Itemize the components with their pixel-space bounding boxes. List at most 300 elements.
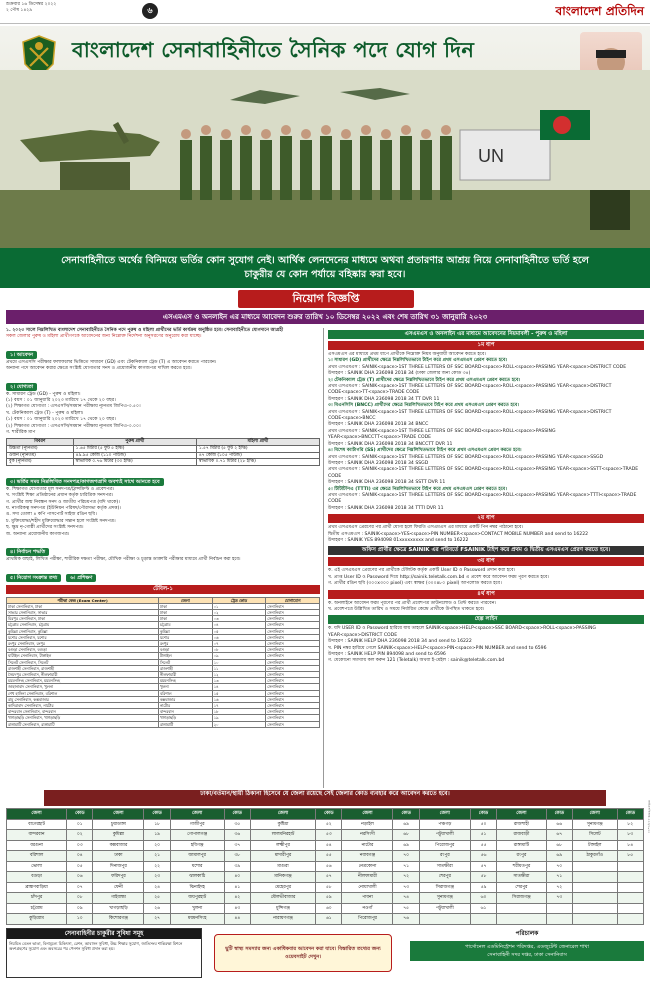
center-cell: চট্টগ্রাম [158,622,212,628]
district-cell: নবাবগঞ্জ [342,851,393,862]
district-cell: গোপালগঞ্জ [170,830,224,841]
hero-banner [0,26,650,288]
district-cell: ৩৫ [224,819,250,830]
center-cell: কক্সবাজার [158,696,212,702]
center-cell: মিরপুর সেনানিবাস, ঢাকা [7,616,159,622]
district-cell: ১৮ [144,819,170,830]
center-cell: ১৩ [212,678,266,684]
physical-header: বিবরণ [7,439,74,446]
center-cell: সেনানিবাস [266,609,320,615]
center-cell: ০৭ [212,640,266,646]
helpline-item: ক. যদি USER ID ও Password হারিয়ে যায় তাহলে SAINIK<space>HELP<space>SSC BOARD<space>ROLL<space>PASSING YEAR<space>DISTRICT CODE [328,626,596,638]
district-cell: মেহেরপুর [250,882,315,893]
district-cell: বরিশাল [7,851,67,862]
district-cell: ৫৭ [470,861,496,872]
sms-block-title: ২। টেকনিক্যাল ট্রেড (T) প্রার্থীদের ক্ষেত্রে নিম্নলিখিতভাবে টাইপ করে প্রথম এসএমএস প্রেরণ করতে হবে। [328,377,521,383]
district-header: কোড [316,809,342,820]
district-cell: ৬৯ [393,840,419,851]
sms-format-line: প্রথম এসএমএস : SAINIK<space>1ST THREE LETTERS OF SSC BOARD<space>ROLL<space>PASSING YEAR<space>DISTRICT CODE<space>TT<space>TRADE CODE [328,384,612,396]
center-cell: ০৮ [212,647,266,653]
sms-rules-header: এসএমএস ও অনলাইন এর মাধ্যমে আবেদনের নিয়মাবলী - পুরুষ ও মহিলা [328,330,644,339]
district-cell: ময়মনসিংহ [170,914,224,925]
physical-row [7,459,320,466]
district-cell: জয়পুরহাট [170,893,224,904]
center-cell: ০৯ [212,653,266,659]
center-cell: সেনানিবাস [266,696,320,702]
district-cell: ৮৪ [617,840,643,851]
helpline-item: গ. যেকোনো সমস্যায় কল করুন 121 (Teletalk) অথবা ই-মেইল : sainik@teletalk.com.bd [328,658,505,664]
issuer-line-1: পার্সোনেল এডমিনিস্ট্রেশন পরিদপ্তর, এডজুটেন্ট জেনারেল শাখা [465,944,589,950]
physical-row [7,446,320,453]
intro-text: ১. ২০২৩ সালে নিম্নলিখিত বাংলাদেশ সেনাবাহিনীতে সৈনিক পদে পুরুষ ও মহিলা প্রার্থীদের ভর্তি কার্যক্রম অনুষ্ঠিত হবে। সেনাবাহিনীতে যোগদানে আগ্রহী [6,328,284,333]
qualification-item: (২) শিক্ষাগত যোগ্যতা : এসএসসি/সমমান পরীক্ষায় ন্যূনতম জিপিএ-৩.৫০। [6,404,141,410]
district-cell: ৭৩ [546,893,572,904]
district-cell: মুন্সিগঞ্জ [250,903,315,914]
center-cell: ০৪ [212,622,266,628]
district-cell: ৭৩ [393,882,419,893]
step4-item: খ. প্রবেশপত্রে উল্লিখিত তারিখ ও সময়ে নির্ধারিত কেন্দ্রে প্রার্থীকে উপস্থিত থাকতে হবে। [328,607,485,612]
district-cell [546,914,572,925]
center-cell: সেনানিবাস [266,709,320,715]
sms-format-line: উদাহরণ : SAINIK DHA 236098 2018 34 TTTI DVR 11 [328,505,444,511]
sms-format-line: প্রথম এসএমএস : SAINIK<space>1ST THREE LETTERS OF SSC BOARD<space>ROLL<space>PASSING YEAR<space>SSTT<space>TRADE CODE [328,467,639,479]
district-cell: ঝিনাইদহ [170,882,224,893]
district-cell: ৪০ [224,872,250,883]
center-cell: ১৭ [212,702,266,708]
warning-line-1: সেনাবাহিনীতে অর্থের বিনিময়ে ভর্তির কোন সুযোগ নেই। আর্থিক লেনদেনের মাধ্যমে অথবা প্রতারণার আশ্রয় নিয়ে সেনাবাহিনীতে ভর্তি হলে [61,255,589,266]
district-cell [572,882,617,893]
district-cell: ৫৪ [316,840,342,851]
district-cell: ০৬ [67,872,93,883]
district-cell: চাঁদপুর [7,893,67,904]
center-cell: নাটোর [158,702,212,708]
physical-cell: ৪৭ কেজি (১০৫ পাউন্ড) [196,452,319,459]
center-cell: সেনানিবাস [266,715,320,721]
step3-item: খ. প্রাপ্ত User ID ও Password দিয়ে http://sainik.teletalk.com.bd এ প্রবেশ করে আবেদন ফরম পূরণ করতে হবে। [328,574,550,580]
district-header: জেলা [7,809,67,820]
district-cell: বাগেরহাট [7,819,67,830]
center-cell: জাহানাবাদ সেনানিবাস, খুলনা [7,684,159,690]
ispr-code: আইএসপিআর-১২৩/২০২২ [647,800,651,834]
district-cell: মৌলভীবাজার [250,893,315,904]
center-cell: যশোর সেনানিবাস, যশোর [7,634,159,640]
center-cell: ১৯ [212,715,266,721]
district-cell: ৭২ [546,882,572,893]
district-cell: ৬৮ [546,840,572,851]
district-cell: ০১ [67,819,93,830]
district-cell: ০৭ [67,882,93,893]
district-cell: চট্টগ্রাম [7,903,67,914]
district-cell: ৭৪ [393,893,419,904]
center-cell: সেনানিবাস [266,702,320,708]
district-cell [546,903,572,914]
notice-title: নিয়োগ বিজ্ঞপ্তি [238,290,414,308]
district-cell: রাঙ্গামাটি [497,840,546,851]
district-cell: নীলফামারী [342,872,393,883]
district-cell: ২৬ [144,903,170,914]
district-row [7,819,644,830]
physical-cell: স্বাভাবিক ০.৭৬ মিটার (৩০ ইঞ্চি) [73,459,196,466]
center-cell: টাঙ্গাইল [158,653,212,659]
soldiers-scene-image [0,70,650,248]
sms-format-line: প্রথম এসএমএস : SAINIK<space>1ST THREE LETTERS OF SSC BOARD<space>ROLL<space>PASSING YEAR<space>DISTRICT CODE [328,364,627,370]
district-cell: ৮২ [617,819,643,830]
center-cell: সেনানিবাস [266,634,320,640]
district-cell: ঝালকাঠি [170,872,224,883]
district-cell: কক্সবাজার [93,840,144,851]
center-row [7,702,320,708]
document-item: ঙ. সদ্য তোলা ৪ কপি পাসপোর্ট সাইজ রঙিন ছবি। [6,512,97,518]
sms-format-line: উদাহরণ : SAINIK DHA 236098 2018 34 (ঢাকা জেলার জন্য কোড ৩৪) [328,371,471,377]
district-cell: ০৮ [67,893,93,904]
center-row [7,715,320,721]
application-text: প্রথমে এসএসসি পরীক্ষার ফলাফলের ভিত্তিতে সাধারণ (GD) এবং টেকনিক্যাল ট্রেড (T) এ আবেদন করতে পারবেন। [6,359,217,365]
district-cell: ৭১ [546,872,572,883]
district-cell: রংপুর [419,851,470,862]
footer-section [6,928,644,978]
district-cell: ৫৬ [316,861,342,872]
physical-cell: ওজন (ন্যূনতম) [7,452,74,459]
district-cell: শেরপুর [419,872,470,883]
district-cell: ৬৮ [393,830,419,841]
documents-list [6,487,320,538]
qualification-item: (১) বয়স : ০১ জানুয়ারি ২০২৩ তারিখে ১৭ থেকে ২০ বছর। [6,417,116,423]
center-cell: ১১ [212,665,266,671]
center-header: জেলা [158,597,212,603]
district-cell: ৭২ [393,872,419,883]
physical-cell: বুক (ন্যূনতম) [7,459,74,466]
helpline-item: খ. PIN নম্বর হারিয়ে গেলে SAINIK<space>HELP<space>PIN<space>PIN NUMBER and send to 6596 [328,645,547,651]
document-item: ছ. ক্ষুদ্র নৃ-গোষ্ঠী প্রার্থীদের সংশ্লিষ্ট সনদপত্র। [6,525,84,531]
svg-text:UN: UN [478,146,504,166]
district-cell: ফেনী [93,882,144,893]
district-cell: ৫৫ [316,851,342,862]
center-table-title: টেবিল-১ [6,585,320,594]
district-cell: জামালপুর [170,851,224,862]
issuer-box [410,928,644,978]
section-appointment: ৫। নিয়োগ সংক্রান্ত তথ্য [6,574,61,582]
center-cell: সেনানিবাস [266,647,320,653]
center-cell: সেনানিবাস [266,678,320,684]
center-cell: ১৬ [212,696,266,702]
step2-list [328,525,644,544]
district-cell: ২৭ [144,914,170,925]
step3-item: গ. প্রার্থীর রঙিন ছবি (৩০০x৩০০ pixel) এবং স্বাক্ষর (৩০০x৮০ pixel) আপলোড করতে হবে। [328,581,502,587]
center-cell: সেনানিবাস [266,616,320,622]
district-cell: নেত্রকোনা [342,861,393,872]
district-cell: ৫৯ [470,882,496,893]
center-cell: ০১ [212,603,266,609]
center-row [7,678,320,684]
issuer-line-2: সেনাবাহিনী সদর দপ্তর, ঢাকা সেনানিবাস [487,952,567,958]
district-cell: ১০ [67,914,93,925]
female-note-band: অফিস প্রার্থীর ক্ষেত্রে SAINIK এর পরিবর্তে FSAINIK টাইপ করে প্রথম ও দ্বিতীয় এসএমএস প্রেরণ করতে হবে। [328,546,644,555]
district-header: জেলা [342,809,393,820]
district-cell: ২৩ [144,872,170,883]
district-cell: ৪৪ [224,914,250,925]
sms-format-line: উদাহরণ : SAINIK DHA 236098 2018 34 BNCCTT DVR 11 [328,441,453,447]
district-cell: বগুড়া [7,872,67,883]
health-note: ছুটি স্বাস্থ্য সমস্যার জন্য একাধিকবার আবেদন করা যাবে। বিস্তারিত তথ্যের জন্য ওয়েবসাইট দেখুন। [214,934,392,972]
district-cell: ৫৩ [316,830,342,841]
district-table-title: ঢাকা/বর্তমান/স্থায়ী ঠিকানা হিসেবে যে জেলা রয়েছে সেই জেলার কোড ব্যবহার করে আবেদন করতে হবে। [44,790,606,806]
district-row [7,914,644,925]
district-cell: ৬১ [316,914,342,925]
district-cell: ৫১ [470,830,496,841]
recruitment-headline: বাংলাদেশ সেনাবাহিনীতে সৈনিক পদে যোগ দিন [72,38,475,62]
left-column [6,328,320,788]
qualification-item: খ. টেকনিক্যাল ট্রেড (T) - পুরুষ ও মহিলা। [6,410,84,416]
district-cell: ৫৬ [470,851,496,862]
district-cell: ঢাকা [93,851,144,862]
district-header: জেলা [170,809,224,820]
district-cell: ৭০ [546,861,572,872]
selection-text: প্রাথমিক বাছাই, লিখিত পরীক্ষা, শারীরিক দক্ষতা পরীক্ষা, মৌখিক পরীক্ষা ও চূড়ান্ত ডাক্তারি পরীক্ষার মাধ্যমে প্রার্থী নির্বাচন করা হবে। [6,557,241,563]
step3-item: ক. এই এসএমএস প্রেরণের পর প্রার্থীকে টেলিটক কর্তৃক একটি User ID ও Password প্রদান করা হবে। [328,568,516,574]
district-cell: রংপুর [497,851,546,862]
district-cell: ২১ [144,851,170,862]
district-cell [419,914,470,925]
center-cell: ঢাকা [158,609,212,615]
document-item: খ. সংশ্লিষ্ট শিক্ষা প্রতিষ্ঠানের প্রধান কর্তৃক চারিত্রিক সনদপত্র। [6,493,114,499]
warning-line-2: চাকুরীর যে কোন পর্যায়ে বহিষ্কার করা হবে। [244,269,406,280]
document-item: জ. অন্যান্য প্রয়োজনীয় কাগজপত্র। [6,531,70,537]
center-cell: খুলনা [158,684,212,690]
district-cell: যশোর [170,861,224,872]
center-cell: ১৫ [212,690,266,696]
district-header: জেলা [419,809,470,820]
center-cell: বগুড়া [158,647,212,653]
district-cell: ০৪ [67,851,93,862]
district-cell [572,903,617,914]
center-row [7,671,320,677]
section-documents: ৩। ভর্তির সময় নিম্নলিখিত সনদপত্র/কাগজপত্রাদি অবশ্যই সাথে আনতে হবে [6,478,164,486]
document-item: চ. মুক্তিযোদ্ধা/শহীদ মুক্তিযোদ্ধার সন্তান হলে সংশ্লিষ্ট সনদপত্র। [6,518,116,524]
center-cell: ঢাকা [158,616,212,622]
district-cell: ভোলা [7,861,67,872]
benefits-text: নিয়মিত বেতন ভাতা, বিনামূল্যে চিকিৎসা, রেশন, আবাসন সুবিধা, উচ্চ শিক্ষার সুযোগ, জাতিসংঘ শান্তিরক্ষা মিশনে অংশগ্রহণের সুযোগ এবং অবসরের পর পেনশন সুবিধা প্রদান করা হয়। [9,941,183,951]
district-cell: পটুয়াখালী [419,830,470,841]
center-cell: সেনানিবাস [266,684,320,690]
step4-band: ৪র্থ ধাপ [328,590,644,599]
district-row [7,882,644,893]
center-cell: ঢাকা সেনানিবাস, ঢাকা [7,603,159,609]
district-cell: রাজবাড়ী [497,830,546,841]
center-cell: ময়মনসিংহ [158,678,212,684]
center-cell: বরিশাল [158,690,212,696]
district-cell [572,872,617,883]
center-header: পরীক্ষা কেন্দ্র (Exam Center) [7,597,159,603]
district-cell: ঠাকুরগাঁও [572,851,617,862]
sms-blocks [328,358,644,512]
center-cell: ০২ [212,609,266,615]
center-cell: সেনানিবাস [266,622,320,628]
district-header: কোড [617,809,643,820]
physical-cell: ১.৬৫ মিটার (৫ ফুট ৫ ইঞ্চি) [73,446,196,453]
district-cell: ০৩ [67,840,93,851]
district-cell: পঞ্চগড় [419,819,470,830]
district-cell: শেরপুর [497,882,546,893]
sms-block-title: ৪। বিশেষ ক্যাটাগরি (SS) প্রার্থীদের ক্ষেত্রে নিম্নলিখিতভাবে টাইপ করে প্রথম এসএমএস প্রেরণ করতে হবে। [328,448,522,454]
center-cell: নীলফামারী [158,671,212,677]
district-cell: শরীয়তপুর [497,861,546,872]
district-cell: ৭৬ [393,914,419,925]
district-cell: সাতক্ষীরা [497,872,546,883]
district-cell: ০২ [67,830,93,841]
district-cell: মানিকগঞ্জ [250,872,315,883]
district-cell: ৬৯ [546,851,572,862]
center-cell: কাদিরাবাদ সেনানিবাস, নাটোর [7,702,159,708]
sms-format-line: উদাহরণ : SAINIK DHA 236098 2018 34 TT DVR 11 [328,396,440,402]
sms-format-line: উদাহরণ : SAINIK DHA 236098 2018 34 SSTT DVR 11 [328,480,446,486]
district-cell: ২০ [144,840,170,851]
district-row [7,872,644,883]
application-text-2: অন্যান্য পদে আবেদন করার ক্ষেত্রে সংশ্লিষ্ট যোগ্যতার সনদ ও প্রয়োজনীয় কাগজপত্র দাখিল করতে হবে। [6,366,192,372]
district-header: জেলা [572,809,617,820]
step2-item: উদাহরণ : SAINIK YES 894098 01xxxxxxxxx and send to 16222 [328,537,469,543]
center-cell: সিলেট সেনানিবাস, সিলেট [7,659,159,665]
physical-cell: উচ্চতা (ন্যূনতম) [7,446,74,453]
district-cell: ৩৭ [224,840,250,851]
center-row [7,709,320,715]
center-cell: সিলেট [158,659,212,665]
district-cell: ৬৯ [393,819,419,830]
step4-item: ক. অনলাইনে আবেদন ফরম পূরণের পর প্রার্থী প্রবেশপত্র ডাউনলোড ও প্রিন্ট করতে পারবেন। [328,600,497,606]
top-bar [0,0,650,24]
center-row [7,690,320,696]
center-cell: খাগড়াছড়ি সেনানিবাস, খাগড়াছড়ি [7,715,159,721]
step3-band: ৩য় ধাপ [328,557,644,566]
district-code-table [6,808,644,925]
district-cell: পাবনা [342,893,393,904]
district-cell: ২২ [144,861,170,872]
district-cell: ৭৫ [393,903,419,914]
district-cell: লালমনিরহাট [250,830,315,841]
district-cell: ৪২ [224,893,250,904]
district-cell: ৫৮ [316,882,342,893]
center-cell: কুমিল্লা সেনানিবাস, কুমিল্লা [7,628,159,634]
center-cell: ঘাটাইল সেনানিবাস, টাঙ্গাইল [7,653,159,659]
center-cell: রাঙ্গামাটি সেনানিবাস, রাঙ্গামাটি [7,721,159,727]
right-column [328,328,644,788]
center-cell: ১০ [212,659,266,665]
issuer-org [410,941,644,961]
district-cell: নোয়াখালী [342,882,393,893]
physical-table [6,438,320,465]
center-cell: রামু সেনানিবাস, কক্সবাজার [7,696,159,702]
section-selection: ৪। নির্বাচন পদ্ধতি [6,548,49,556]
document-item: ক. শিক্ষাগত যোগ্যতার মূল সনদপত্র/ট্রান্সক্রিপ্ট ও প্রবেশপত্র। [6,486,115,492]
center-cell: রংপুর [158,640,212,646]
issuer-label: পরিচালক [515,930,539,937]
district-row [7,830,644,841]
district-row [7,861,644,872]
sms-format-line: উদাহরণ : SAINIK DHA 236098 2018 34 BNCC [328,422,429,428]
center-cell: শেখ হাসিনা সেনানিবাস, বরিশাল [7,690,159,696]
qualification-item: ক. সাধারণ ট্রেড (GD) - পুরুষ ও মহিলা। [6,391,81,397]
center-cell: যশোর [158,634,212,640]
qualification-item: (১) বয়স : ০১ জানুয়ারি ২০২৩ তারিখে ১৭ থেকে ২০ বছর। [6,398,116,404]
center-cell: ময়মনসিংহ সেনানিবাস, ময়মনসিংহ [7,678,159,684]
qualification-item: (২) শিক্ষাগত যোগ্যতা : এসএসসি/সমমান পরীক্ষায় ন্যূনতম জিপিএ-৩.০০। [6,423,141,429]
column-divider [323,328,324,788]
district-cell [572,893,617,904]
district-cell: ০৫ [67,861,93,872]
district-cell: নওগাঁ [342,903,393,914]
district-cell: সিরাজগঞ্জ [497,893,546,904]
district-cell: ফরিদপুর [93,872,144,883]
sms-format-line: প্রথম এসএমএস : SAINIK<space>1ST THREE LETTERS OF SSC BOARD<space>ROLL<space>PASSING YEAR<space>SSGD [328,454,604,460]
helpline-band: হেল্প লাইন [328,615,644,624]
district-cell [617,903,643,914]
center-cell: সেনানিবাস [266,721,320,727]
newspaper-masthead: বাংলাদেশ প্রতিদিন [555,4,644,18]
district-cell: ৭০ [393,851,419,862]
center-cell: সাভার সেনানিবাস, সাভার [7,609,159,615]
sms-block-title: ৫। টিটিটিপিএ (TTTI) এর ক্ষেত্রে নিম্নলিখিতভাবে টাইপ করে প্রথম এসএমএস প্রেরণ করতে হবে। [328,486,507,492]
document-item: ঘ. নাগরিকত্ব সনদপত্র (ইউনিয়ন পরিষদ/পৌরসভা কর্তৃক প্রদত্ত)। [6,506,121,512]
district-row [7,851,644,862]
district-header: কোড [224,809,250,820]
district-header: জেলা [93,809,144,820]
district-cell: নড়াইল [342,819,393,830]
center-cell: সেনানিবাস [266,671,320,677]
issue-date: শুক্রবার ১৬ ডিসেম্বর ২০২২ ২ পৌষ ১৪২৯ [6,2,57,13]
district-header: কোড [393,809,419,820]
district-cell: ৩৯ [224,861,250,872]
district-cell: ব্রাহ্মণবাড়িয়া [7,882,67,893]
district-cell: ৪৩ [224,903,250,914]
district-cell: ২৪ [144,882,170,893]
district-cell: ৫২ [316,819,342,830]
district-cell: চুয়াডাঙ্গা [93,819,144,830]
district-cell [497,903,546,914]
physical-header: মহিলা প্রার্থী [196,439,319,446]
physical-cell: ১.৫৭ মিটার (৫ ফুট ২ ইঞ্চি) [196,446,319,453]
district-cell: রাজশাহী [497,819,546,830]
district-cell: দিনাজপুর [93,861,144,872]
exam-center-table [6,597,320,728]
district-cell [617,882,643,893]
center-cell: বগুড়া সেনানিবাস, বগুড়া [7,647,159,653]
district-row [7,893,644,904]
benefits-title: সেনাবাহিনীর চাকুরীর সুবিধা সমূহ [7,929,201,939]
district-cell [617,893,643,904]
district-header: জেলা [497,809,546,820]
district-cell: মাদারীপুর [250,851,315,862]
district-cell: নরসিংদী [342,830,393,841]
district-cell: কুড়িগ্রাম [7,914,67,925]
district-header: কোড [67,809,93,820]
qualification-list [6,392,320,437]
district-cell: ৪১ [224,882,250,893]
center-cell: সেনানিবাস [266,665,320,671]
center-cell: সেনানিবাস [266,640,320,646]
district-cell: ৫৫ [470,840,496,851]
district-cell: পিরোজপুর [419,840,470,851]
district-cell: কিশোরগঞ্জ [93,914,144,925]
center-cell: ২০ [212,721,266,727]
district-cell: বান্দরবান [7,830,67,841]
qualification-item: গ. শারীরিক মাপ [6,430,36,436]
center-cell: সেনানিবাস [266,690,320,696]
district-cell: পিরোজপুর [342,914,393,925]
sms-format-line: প্রথম এসএমএস : SAINIK<space>1ST THREE LETTERS OF SSC BOARD<space>ROLL<space>PASSING YEAR<space>DISTRICT CODE<space>BNCC [328,409,612,422]
intro-text-2: সকল জেলার পুরুষ ও মহিলা প্রার্থীগণকে আবেদনের জন্য নিম্নোক্ত নির্দেশনা অনুসরণের অনুরোধ করা যাচ্ছে। [6,334,202,340]
district-cell: কুষ্টিয়া [250,819,315,830]
center-header: ট্রেড কোড [212,597,266,603]
district-cell: ৫০ [470,819,496,830]
